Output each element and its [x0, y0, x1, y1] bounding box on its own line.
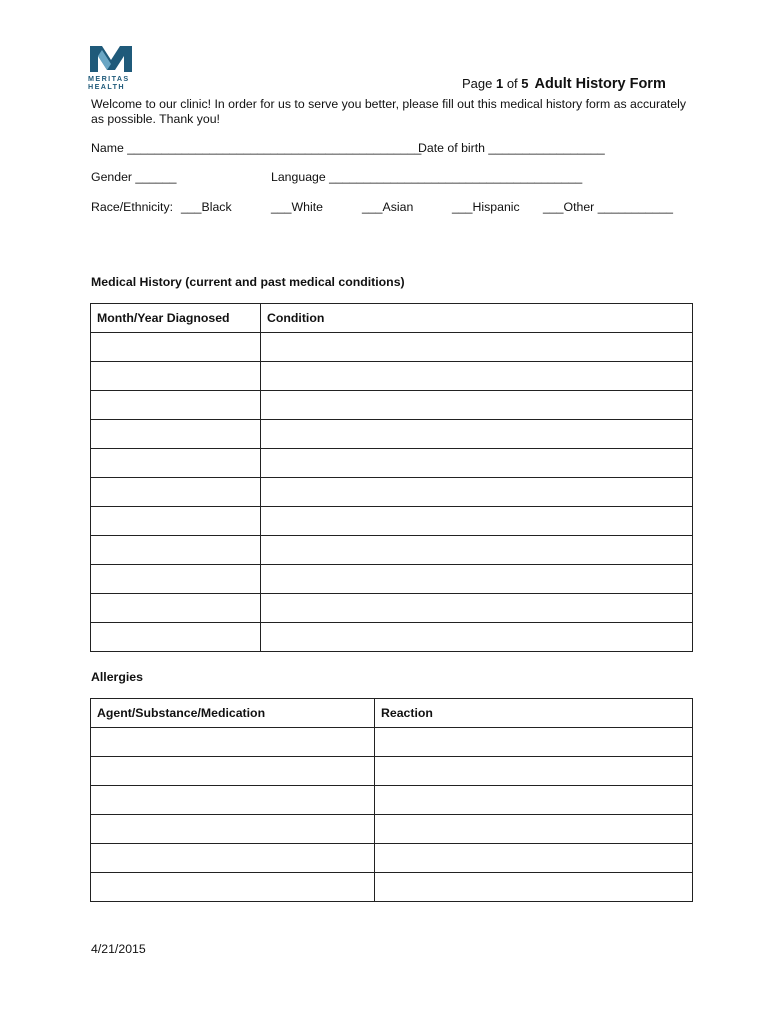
table-cell-input[interactable]	[91, 623, 261, 652]
gender-language-row	[0, 170, 770, 186]
table-row	[91, 815, 693, 844]
table-row	[91, 757, 693, 786]
dob-field[interactable]: Date of birth _________________	[418, 141, 605, 155]
form-title: Adult History Form	[534, 76, 666, 92]
table-row	[91, 844, 693, 873]
race-option-black[interactable]: ___Black	[181, 200, 232, 214]
table-header-row	[91, 304, 693, 333]
table-cell-input[interactable]	[261, 536, 693, 565]
table-cell-input[interactable]	[91, 565, 261, 594]
table-row	[91, 507, 693, 536]
table-cell-input[interactable]	[261, 391, 693, 420]
table-cell-input[interactable]	[261, 333, 693, 362]
page-header	[462, 76, 666, 92]
page-of: of	[503, 76, 522, 91]
table-cell-input[interactable]	[91, 333, 261, 362]
name-field[interactable]: Name ___________________________________________	[91, 141, 422, 155]
table-row	[91, 786, 693, 815]
logo-mark-icon	[88, 42, 134, 74]
table-row	[91, 623, 693, 652]
race-option-asian[interactable]: ___Asian	[362, 200, 414, 214]
table-cell-input[interactable]	[91, 449, 261, 478]
allergies-table	[90, 698, 693, 902]
table-cell-input[interactable]	[375, 844, 693, 873]
table-cell-input[interactable]	[375, 815, 693, 844]
table-cell-input[interactable]	[91, 536, 261, 565]
table-cell-input[interactable]	[91, 594, 261, 623]
table-row	[91, 362, 693, 391]
race-option-hispanic[interactable]: ___Hispanic	[452, 200, 520, 214]
column-header: Condition	[261, 304, 693, 333]
table-row	[91, 728, 693, 757]
table-row	[91, 449, 693, 478]
table-cell-input[interactable]	[91, 728, 375, 757]
gender-field[interactable]: Gender ______	[91, 170, 177, 184]
table-cell-input[interactable]	[91, 844, 375, 873]
language-field[interactable]: Language _____________________________________	[271, 170, 583, 184]
table-cell-input[interactable]	[91, 391, 261, 420]
table-cell-input[interactable]	[91, 507, 261, 536]
medical-history-title: Medical History (current and past medical conditions)	[91, 275, 405, 289]
table-cell-input[interactable]	[261, 420, 693, 449]
table-cell-input[interactable]	[261, 594, 693, 623]
allergies-title: Allergies	[91, 670, 143, 684]
column-header: Reaction	[375, 699, 693, 728]
logo-line-2: HEALTH	[88, 82, 126, 91]
table-cell-input[interactable]	[91, 362, 261, 391]
table-row	[91, 565, 693, 594]
table-row	[91, 536, 693, 565]
table-cell-input[interactable]	[261, 478, 693, 507]
name-dob-row	[0, 141, 770, 157]
logo-line-1: MERITAS	[88, 74, 130, 83]
race-option-white[interactable]: ___White	[271, 200, 323, 214]
medical-history-table	[90, 303, 693, 652]
column-header: Agent/Substance/Medication	[91, 699, 375, 728]
meritas-health-logo	[88, 42, 138, 92]
table-cell-input[interactable]	[261, 449, 693, 478]
table-cell-input[interactable]	[91, 478, 261, 507]
page-number: 1	[495, 76, 504, 91]
table-row	[91, 420, 693, 449]
table-cell-input[interactable]	[91, 420, 261, 449]
race-row	[0, 200, 770, 216]
table-cell-input[interactable]	[91, 757, 375, 786]
table-cell-input[interactable]	[375, 873, 693, 902]
table-cell-input[interactable]	[91, 873, 375, 902]
table-row	[91, 333, 693, 362]
table-row	[91, 391, 693, 420]
table-cell-input[interactable]	[261, 565, 693, 594]
table-row	[91, 478, 693, 507]
footer-date: 4/21/2015	[91, 942, 146, 956]
intro-text: Welcome to our clinic! In order for us to serve you better, please fill out this medical history form as accurately as possible. Thank you!	[91, 97, 687, 126]
table-cell-input[interactable]	[261, 507, 693, 536]
table-cell-input[interactable]	[375, 786, 693, 815]
table-cell-input[interactable]	[261, 623, 693, 652]
page-total: 5	[521, 76, 529, 91]
table-cell-input[interactable]	[91, 786, 375, 815]
table-cell-input[interactable]	[375, 757, 693, 786]
race-label: Race/Ethnicity:	[91, 200, 174, 214]
table-cell-input[interactable]	[375, 728, 693, 757]
table-row	[91, 594, 693, 623]
column-header: Month/Year Diagnosed	[91, 304, 261, 333]
table-header-row	[91, 699, 693, 728]
table-cell-input[interactable]	[261, 362, 693, 391]
logo-wordmark	[88, 75, 130, 91]
page-prefix: Page	[462, 76, 496, 91]
race-option-other[interactable]: ___Other ___________	[543, 200, 673, 214]
table-row	[91, 873, 693, 902]
table-cell-input[interactable]	[91, 815, 375, 844]
